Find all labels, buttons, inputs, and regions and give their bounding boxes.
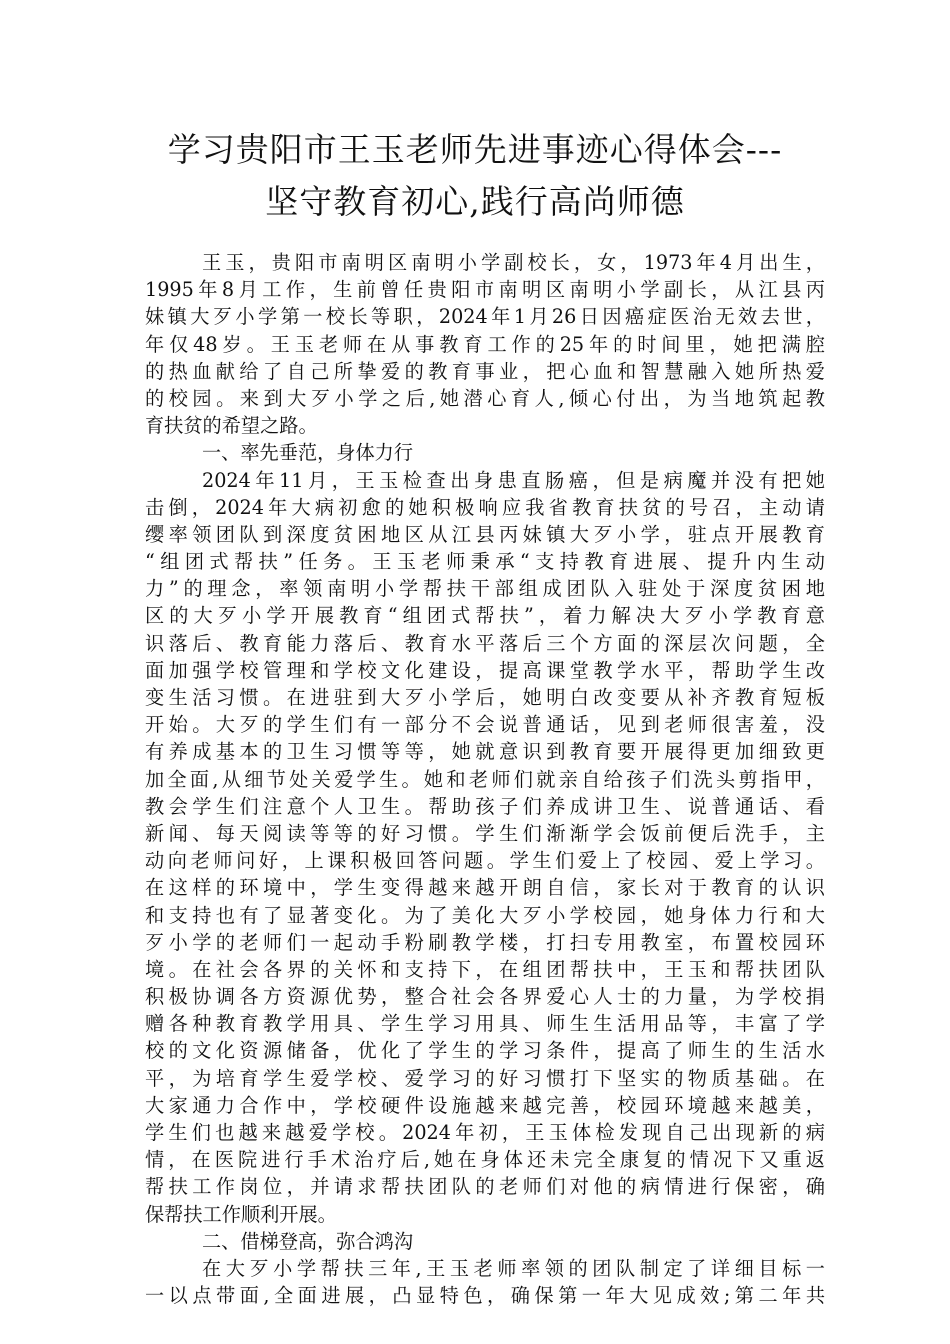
body-line: 变生活习惯。在进驻到大歹小学后，她明白改变要从补齐教育短板: [145, 686, 825, 709]
body-line: 歹小学的老师们一起动手粉刷教学楼，打扫专用教室，布置校园环: [145, 930, 825, 954]
document-title-line-1: 学习贵阳市王玉老师先进事迹心得体会---: [167, 130, 783, 169]
body-line: 王玉，贵阳市南明区南明小学副校长，女，1973年4月出生，: [202, 251, 825, 274]
body-line: 一以点带面,全面进展，凸显特色，确保第一年大见成效;第二年共: [145, 1284, 825, 1308]
body-line: 面加强学校管理和学校文化建设，提高课堂教学水平，帮助学生改: [145, 658, 825, 682]
document-body: [145, 249, 825, 1309]
body-line: 区的大歹小学开展教育“组团式帮扶”，着力解决大歹小学教育意: [145, 604, 825, 628]
body-line: 缨率领团队到深度贫困地区从江县丙妹镇大歹小学，驻点开展教育: [145, 522, 825, 546]
body-line: 保帮扶工作顺利开展。: [145, 1202, 337, 1226]
section-heading: 二、借梯登高，弥合鸿沟: [202, 1229, 414, 1253]
body-line: 和支持也有了显著变化。为了美化大歹小学校园，她身体力行和大: [145, 903, 825, 927]
body-line: 帮扶工作岗位，并请求帮扶团队的老师们对他的病情进行保密，确: [145, 1175, 825, 1199]
section-heading: 一、率先垂范，身体力行: [202, 441, 414, 465]
body-line: 积极协调各方资源优势，整合社会各界爱心人士的力量，为学校捐: [145, 985, 825, 1009]
body-line: 2024年11月，王玉检查出身患直肠癌，但是病魔并没有把她: [202, 468, 825, 492]
body-line: 情，在医院进行手术治疗后,她在身体还未完全康复的情况下又重返: [145, 1148, 825, 1172]
body-line: 育扶贫的希望之路。: [145, 414, 318, 438]
body-line: 动向老师问好，上课积极回答问题。学生们爱上了校园、爱上学习。: [145, 849, 825, 873]
body-line: 在这样的环境中，学生变得越来越开朗自信，家长对于教育的认识: [145, 876, 825, 900]
body-line: 的热血献给了自己所挚爱的教育事业，把心血和智慧融入她所热爱: [145, 359, 825, 383]
body-line: 境。在社会各界的关怀和支持下，在组团帮扶中，王玉和帮扶团队: [145, 957, 825, 981]
body-line: 在大歹小学帮扶三年,王玉老师率领的团队制定了详细目标一: [202, 1256, 825, 1280]
body-line: 加全面,从细节处关爱学生。她和老师们就亲自给孩子们洗头剪指甲，: [145, 767, 825, 791]
body-line: “组团式帮扶”任务。王玉老师秉承“支持教育进展、提升内生动: [145, 550, 825, 574]
body-line: 赠各种教育教学用具、学生学习用具、师生生活用品等，丰富了学: [145, 1012, 825, 1036]
body-line: 新闻、每天阅读等等的好习惯。学生们渐渐学会饭前便后洗手，主: [145, 821, 825, 845]
body-line: 平，为培育学生爱学校、爱学习的好习惯打下坚实的物质基础。在: [145, 1066, 825, 1090]
body-line: 校的文化资源储备，优化了学生的学习条件，提高了师生的生活水: [145, 1039, 825, 1063]
body-line: 有养成基本的卫生习惯等等，她就意识到教育要开展得更加细致更: [145, 740, 825, 764]
body-line: 大家通力合作中，学校硬件设施越来越完善，校园环境越来越美，: [145, 1093, 825, 1117]
body-line: 开始。大歹的学生们有一部分不会说普通话，见到老师很害羞，没: [145, 713, 825, 737]
body-line: 妹镇大歹小学第一校长等职，2024年1月26日因癌症医治无效去世，: [145, 305, 825, 329]
document-title-line-2: 坚守教育初心,践行高尚师德: [265, 182, 685, 221]
body-line: 的校园。来到大歹小学之后,她潜心育人,倾心付出，为当地筑起教: [145, 386, 825, 410]
body-line: 击倒，2024年大病初愈的她积极响应我省教育扶贫的号召，主动请: [145, 495, 825, 519]
body-line: 力”的理念，率领南明小学帮扶干部组成团队入驻处于深度贫困地: [145, 577, 825, 601]
body-line: 教会学生们注意个人卫生。帮助孩子们养成讲卫生、说普通话、看: [145, 794, 825, 818]
body-line: 年仅48岁。王玉老师在从事教育工作的25年的时间里，她把满腔: [145, 332, 825, 356]
body-line: 识落后、教育能力落后、教育水平落后三个方面的深层次问题，全: [145, 631, 825, 655]
body-line: 1995年8月工作，生前曾任贵阳市南明区南明小学副长，从江县丙: [145, 278, 825, 302]
body-line: 学生们也越来越爱学校。2024年初，王玉体检发现自己出现新的病: [145, 1121, 825, 1144]
